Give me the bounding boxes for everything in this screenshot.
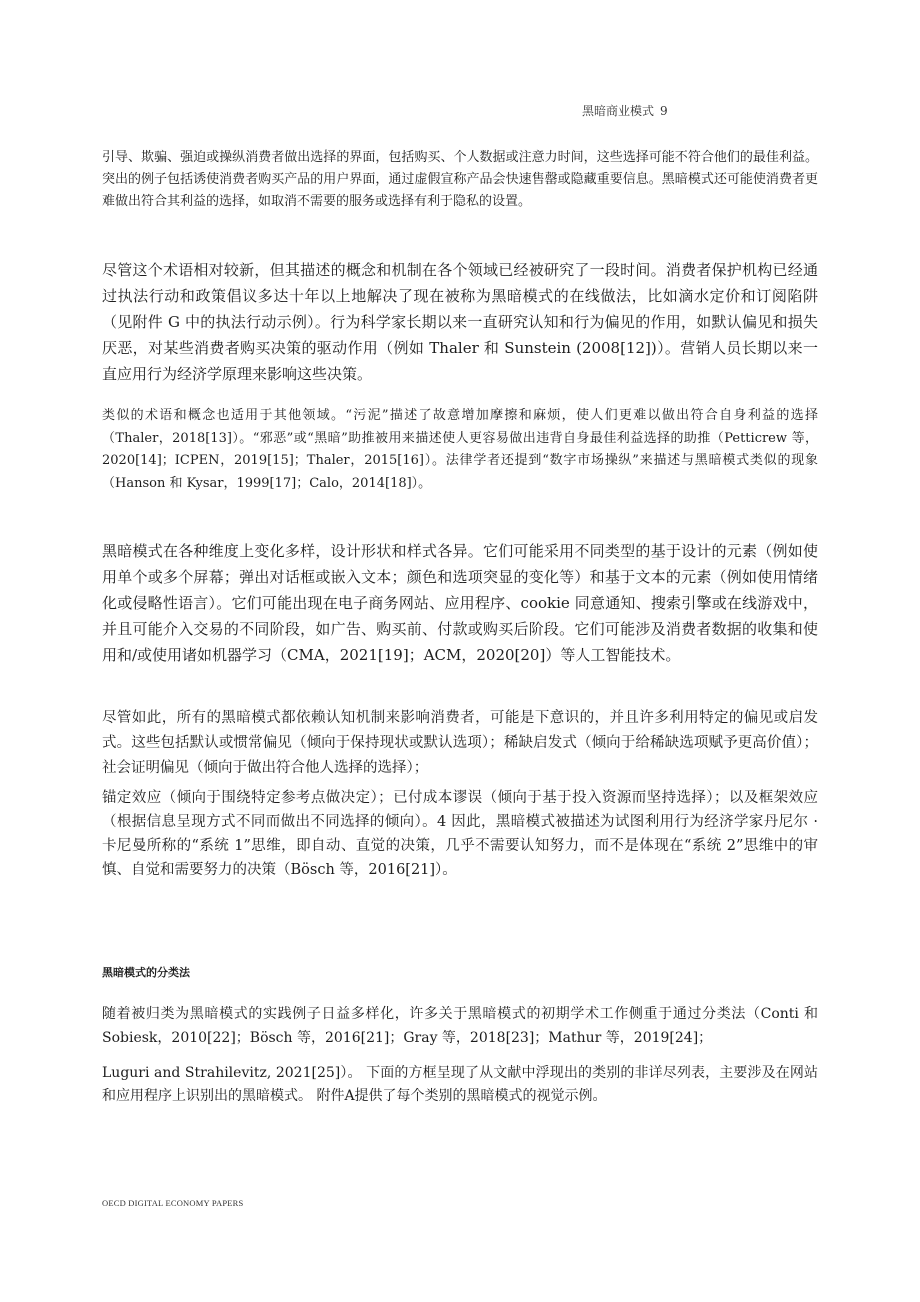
page-number: 9: [660, 104, 668, 118]
header-title: 黑暗商业模式: [582, 104, 655, 118]
paragraph-6: 锚定效应（倾向于围绕特定参考点做决定）；已付成本谬误（倾向于基于投入资源而坚持选择）；以及框架效应（根据信息呈现方式不同而做出不同选择的倾向）。4 因此，黑暗模式被描述为试图利用行为经济学家丹尼尔 · 卡尼曼所称的“系统 1”思维，即自动、直觉的决策，几乎不需要认知努力，而不是体现在“系统 2”思维中的审慎、自觉和需要努力的决策（Bösch 等，2016[21]）。: [102, 790, 818, 878]
paragraph-4: 黑暗模式在各种维度上变化多样，设计形状和样式各异。它们可能采用不同类型的基于设计的元素（例如使用单个或多个屏幕；弹出对话框或嵌入文本；颜色和选项突显的变化等）和基于文本的元素（例如使用情绪化或侵略性语言）。它们可能出现在电子商务网站、应用程序、cookie 同意通知、搜索引擎或在线游戏中，并且可能介入交易的不同阶段，如广告、购买前、付款或购买后阶段。它们可能涉及消费者数据的收集和使用和/或使用诸如机器学习（CMA，2021[19]；ACM，2020[20]）等人工智能技术。: [102, 542, 818, 664]
paragraph-8: Luguri and Strahilevitz, 2021[25]）。 下面的方框呈现了从文献中浮现出的类别的非详尽列表，主要涉及在网站和应用程序上识别出的黑暗模式。 附件A提供了每个类别的黑暗模式的视觉示例。: [102, 1065, 818, 1104]
running-header: [582, 102, 668, 119]
page-footer: OECD DIGITAL ECONOMY PAPERS: [102, 1198, 244, 1208]
paragraph-1: 引导、欺骗、强迫或操纵消费者做出选择的界面，包括购买、个人数据或注意力时间，这些选择可能不符合他们的最佳利益。突出的例子包括诱使消费者购买产品的用户界面，通过虚假宣称产品会快速售罄或隐藏重要信息。黑暗模式还可能使消费者更难做出符合其利益的选择，如取消不需要的服务或选择有利于隐私的设置。: [102, 150, 818, 209]
paragraph-7: 随着被归类为黑暗模式的实践例子日益多样化，许多关于黑暗模式的初期学术工作侧重于通过分类法（Conti 和 Sobiesk，2010[22]；Bösch 等，2016[21]；Gray 等，2018[23]；Mathur 等，2019[24]；: [102, 1006, 818, 1046]
paragraph-5: 尽管如此，所有的黑暗模式都依赖认知机制来影响消费者，可能是下意识的，并且许多利用特定的偏见或启发式。这些包括默认或惯常偏见（倾向于保持现状或默认选项）；稀缺启发式（倾向于给稀缺选项赋予更高价值）；社会证明偏见（倾向于做出符合他人选择的选择）；: [102, 710, 818, 776]
section-heading: 黑暗模式的分类法: [102, 966, 190, 979]
paragraph-2: 尽管这个术语相对较新，但其描述的概念和机制在各个领域已经被研究了一段时间。消费者保护机构已经通过执法行动和政策倡议多达十年以上地解决了现在被称为黑暗模式的在线做法，比如滴水定价和订阅陷阱（见附件 G 中的执法行动示例）。行为科学家长期以来一直研究认知和行为偏见的作用，如默认偏见和损失厌恶，对某些消费者购买决策的驱动作用（例如 Thaler 和 Sunstein (2008[12])）。营销人员长期以来一直应用行为经济学原理来影响这些决策。: [102, 261, 818, 383]
paragraph-3: 类似的术语和概念也适用于其他领域。“污泥”描述了故意增加摩擦和麻烦，使人们更难以做出符合自身利益的选择（Thaler，2018[13]）。“邪恶”或“黑暗”助推被用来描述使人更容易做出违背自身最佳利益选择的助推（Petticrew 等，2020[14]；ICPEN，2019[15]；Thaler，2015[16]）。法律学者还提到“数字市场操纵”来描述与黑暗模式类似的现象（Hanson 和 Kysar，1999[17]；Calo，2014[18]）。: [102, 408, 818, 491]
